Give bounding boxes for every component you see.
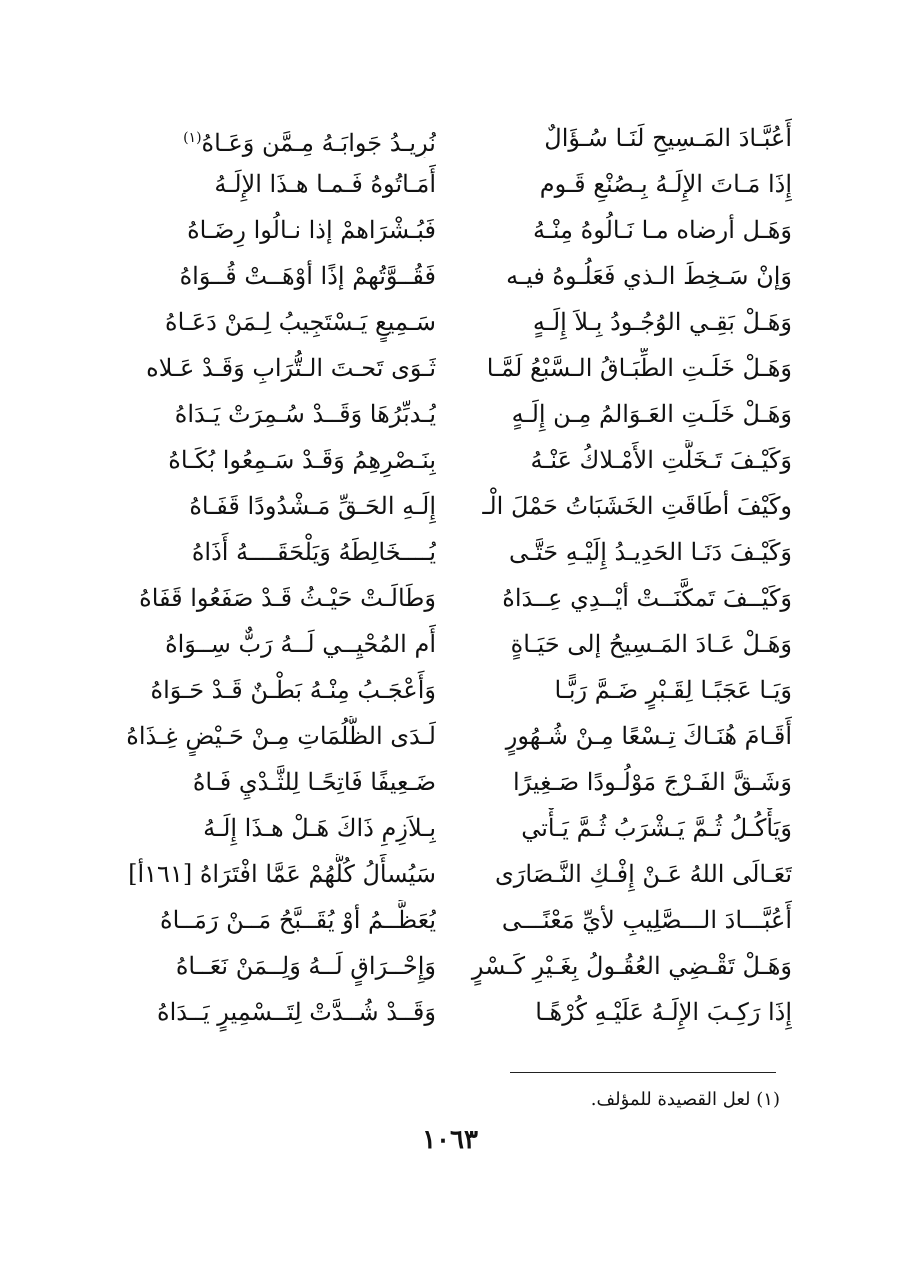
verse-row [0, 164, 900, 204]
poem [0, 118, 900, 1048]
verse-first-hemistich: وَهَـلْ بَقِـي الوُجُـودُ بِـلاَ إِلَـهٍ [532, 308, 792, 336]
verse-row [0, 900, 900, 940]
verse-second-hemistich: بِنَـصْرِهِمُ وَقَـدْ سَـمِعُوا بُكَـاهُ [168, 446, 436, 474]
verse-second-hemistich: وَإِحْــرَاقٍ لَــهُ وَلِــمَنْ نَعَــاهُ [175, 952, 436, 980]
verse-second-hemistich: يُعَظَّــمُ أوْ يُقَــبَّحُ مَــنْ رَمَــاهُ [160, 906, 436, 934]
verse-first-hemistich: وَهَـل أرضاه مـا نَـالُوهُ مِنْـهُ [533, 216, 792, 244]
verse-second-hemistich: يُـدبِّرُهَا وَقَــدْ سُـمِرَتْ يَـدَاهُ [174, 400, 436, 428]
verse-first-hemistich: وَهَـلْ خَلَـتِ الطِّبَـاقُ الـسَّبْعُ لَمَّـا [486, 354, 792, 382]
footnote-marker: (١) [183, 130, 202, 146]
verse-row [0, 762, 900, 802]
verse-row [0, 118, 900, 158]
verse-row [0, 302, 900, 342]
verse-row [0, 716, 900, 756]
verse-row [0, 394, 900, 434]
verse-second-hemistich: لَـدَى الظُّلُمَاتِ مِـنْ حَـيْضٍ غِـذَاهُ [126, 722, 436, 750]
verse-first-hemistich: وَهَـلْ خَلَـتِ العَـوَالمُ مِـن إِلَـهٍ [511, 400, 792, 428]
verse-second-hemistich-text: نُرِيـدُ جَوابَـهُ مِـمَّن وَعَـاهُ [201, 129, 436, 157]
verse-second-hemistich: يُــــخَالِطَهُ وَيَلْحَقَــــهُ أَذَاهُ [191, 538, 436, 566]
verse-second-hemistich: سَيُسأَلُ كُلُّهُمْ عَمَّا افْتَرَاهُ [١٦١أ] [128, 860, 436, 888]
verse-row [0, 210, 900, 250]
verse-second-hemistich: أَمَـاتُوهُ فَـمـا هـذَا الإِلَـهُ [214, 170, 436, 198]
verse-second-hemistich: ضَـعِيفًا فَاتِحًـا لِلثَّـدْيِ فَـاهُ [192, 768, 436, 796]
verse-first-hemistich: أَعُبَّـادَ المَـسِيحِ لَنَـا سُـؤَالٌ [544, 124, 792, 152]
footnote: (١) لعل القصيدة للمؤلف. [590, 1089, 780, 1110]
verse-second-hemistich: إِلَـهِ الحَـقِّ مَـشْدُودًا قَفَـاهُ [189, 492, 436, 520]
verse-first-hemistich: وَهَـلْ تَقْـضِي العُقُـولُ بِغَـيْرِ كَـسْرٍ [471, 952, 792, 980]
verse-second-hemistich: وَأَعْجَـبُ مِنْـهُ بَطْـنٌ قَـدْ حَـوَاهُ [150, 676, 436, 704]
verse-second-hemistich: أَم المُحْيِــي لَــهُ رَبٌّ سِــوَاهُ [165, 630, 436, 658]
verse-row [0, 440, 900, 480]
verse-second-hemistich: فَبُـشْرَاهمْ إذا نـالُوا رِضَـاهُ [187, 216, 436, 244]
verse-first-hemistich: وَهَـلْ عَـادَ المَـسِيحُ إلى حَيَـاةٍ [510, 630, 792, 658]
verse-second-hemistich: بِـلاَزِمِ ذَاكَ هَـلْ هـذَا إِلَـهُ [203, 814, 436, 842]
verse-first-hemistich: وكَيْفَ أطَاقَتِ الخَشَبَاتُ حَمْلَ الْـ [482, 492, 792, 520]
verse-row [0, 992, 900, 1032]
verse-first-hemistich: وَشَـقَّ الفَـرْجَ مَوْلُـودًا صَـغِيرًا [512, 768, 792, 796]
verse-row [0, 670, 900, 710]
verse-first-hemistich: وَإنْ سَـخِطَ الـذي فَعَلُـوهُ فيـه [506, 262, 792, 290]
verse-first-hemistich: إِذَا مَـاتَ الإِلَـهُ بِـصُنْعِ قَـوم [539, 170, 792, 198]
verse-row [0, 854, 900, 894]
verse-row [0, 578, 900, 618]
verse-row [0, 486, 900, 526]
verse-first-hemistich: وَيَأْكُـلُ ثُـمَّ يَـشْرَبُ ثُـمَّ يَـأْتي [521, 814, 792, 842]
verse-row [0, 532, 900, 572]
verse-first-hemistich: أَقَـامَ هُنَـاكَ تِـسْعًا مِـنْ شُـهُورٍ [505, 722, 792, 750]
verse-second-hemistich: ثَـوَى تَحـتَ الـتُّرَابِ وَقَـدْ عَـلاه [146, 354, 436, 382]
verse-first-hemistich: وَكَيْـفَ تَـخَلَّتِ الأَمْـلاكُ عَنْـهُ [530, 446, 792, 474]
verse-row [0, 808, 900, 848]
verse-row [0, 256, 900, 296]
verse-second-hemistich [118, 118, 436, 158]
verse-second-hemistich: وَطَالَـتْ حَيْـثُ قَـدْ صَفَعُوا قَفَاهُ [139, 584, 436, 612]
footnote-separator [510, 1072, 776, 1073]
verse-second-hemistich: سَـمِيعٍ يَـسْتَجِيبُ لِـمَنْ دَعَـاهُ [165, 308, 436, 336]
verse-first-hemistich: وَكَيْــفَ تَمكَّنَــتْ أيْــدِي عِــدَاهُ [502, 584, 792, 612]
page-number: ١٠٦٣ [422, 1125, 478, 1155]
verse-row [0, 946, 900, 986]
verse-second-hemistich: وَقَــدْ شُــدَّتْ لِتَــسْمِيرٍ يَــدَاهُ [157, 998, 436, 1026]
verse-first-hemistich: أَعُبَّـــادَ الـــصَّلِيبِ لأيِّ مَعْنًـــى [501, 906, 792, 934]
verse-first-hemistich: إِذَا رَكِـبَ الإِلَـهُ عَلَيْـهِ كُرْهًـا [535, 998, 792, 1026]
verse-row [0, 348, 900, 388]
verse-row [0, 624, 900, 664]
verse-second-hemistich: فَقُــوَّتُهمْ إذًا أوْهَــتْ قُــوَاهُ [179, 262, 436, 290]
verse-first-hemistich: تَعَـالَى اللهُ عَـنْ إِفْـكِ النَّـصَارَى [495, 860, 792, 888]
verse-first-hemistich: وَيَـا عَجَبًـا لِقَـبْرٍ ضَـمَّ رَبًّـا [554, 676, 792, 704]
verse-first-hemistich: وَكَيْـفَ دَنَـا الحَدِيـدُ إِلَيْـهِ حَتَّـى [509, 538, 792, 566]
